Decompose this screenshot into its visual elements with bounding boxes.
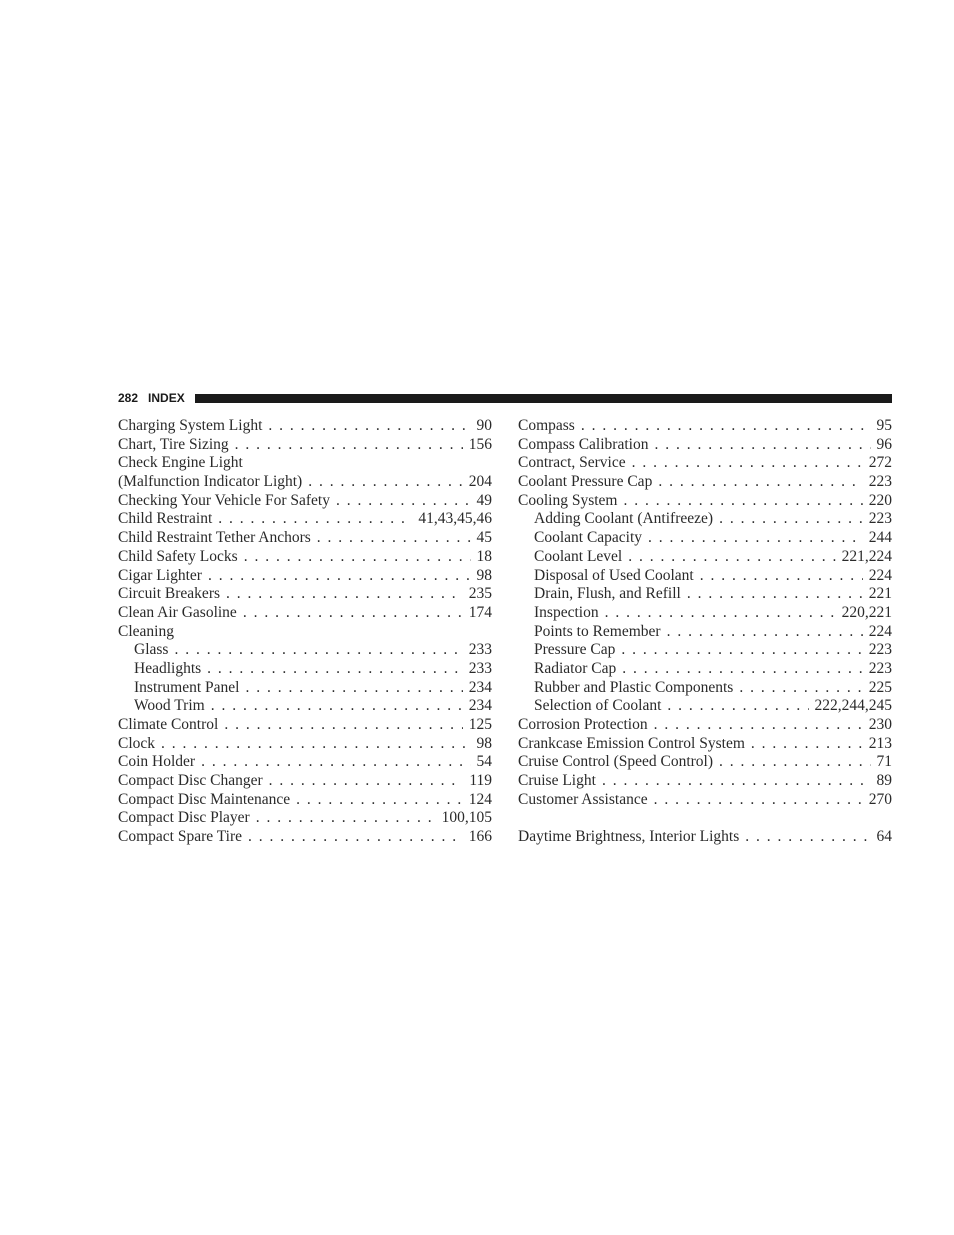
dot-leader <box>296 791 463 810</box>
entry-label: (Malfunction Indicator Light) <box>118 473 303 491</box>
entry-label: Charging System Light <box>118 417 263 434</box>
dot-leader <box>218 510 412 529</box>
entry-page: 234 <box>468 678 492 696</box>
entry-label: Glass <box>134 641 169 659</box>
entry-page: 224 <box>868 622 892 640</box>
entry-page: 272 <box>868 454 892 472</box>
dot-leader <box>245 679 462 698</box>
index-subentry <box>518 604 892 623</box>
entry-label: Climate Control <box>118 716 219 733</box>
dot-leader <box>243 604 463 623</box>
entry-page: 225 <box>868 678 892 696</box>
entry-page: 156 <box>468 435 492 453</box>
entry-page: 174 <box>468 603 492 621</box>
entry-page: 223 <box>868 473 892 491</box>
index-subentry <box>518 641 892 660</box>
entry-page: 54 <box>476 753 492 771</box>
dot-leader <box>581 417 871 436</box>
index-entry <box>518 454 892 473</box>
index-subentry <box>518 585 892 604</box>
entry-label: Corrosion Protection <box>518 716 648 733</box>
entry-page: 223 <box>868 510 892 528</box>
dot-leader <box>654 716 863 735</box>
dot-leader <box>751 735 863 754</box>
entry-label: Cigar Lighter <box>118 566 202 584</box>
entry-page: 233 <box>468 641 492 659</box>
entry-page: 98 <box>476 566 492 584</box>
dot-leader <box>687 585 863 604</box>
entry-page: 100,105 <box>441 809 492 827</box>
entry-page: 96 <box>876 435 892 453</box>
entry-label: Compact Disc Player <box>118 809 250 827</box>
index-entry <box>118 753 492 772</box>
index-entry <box>518 417 892 436</box>
entry-label: Coolant Pressure Cap <box>518 473 653 491</box>
entry-label: Cruise Control (Speed Control) <box>518 753 714 771</box>
dot-leader <box>719 753 870 772</box>
entry-page: 220 <box>868 491 892 509</box>
dot-leader <box>268 417 470 436</box>
section-title: INDEX <box>148 391 185 405</box>
index-entry <box>518 828 892 847</box>
dot-leader <box>654 436 870 455</box>
entry-page: 224 <box>868 566 892 584</box>
index-entry <box>118 529 492 548</box>
dot-leader <box>623 492 862 511</box>
entry-label: Child Restraint <box>118 510 213 528</box>
entry-label: Check Engine Light <box>118 454 243 472</box>
entry-label: Child Restraint Tether Anchors <box>118 529 311 547</box>
index-entry <box>118 473 492 492</box>
entry-label: Compass Calibration <box>518 435 649 453</box>
dot-leader <box>244 548 471 567</box>
entry-label: Contract, Service <box>518 454 626 472</box>
index-entry <box>118 567 492 586</box>
dot-leader <box>317 529 471 548</box>
index-entry <box>518 436 892 455</box>
index-entry <box>118 791 492 810</box>
dot-leader <box>235 436 463 455</box>
entry-label: Coolant Capacity <box>534 529 643 547</box>
index-column-right <box>518 417 892 847</box>
dot-leader <box>632 454 863 473</box>
dot-leader <box>226 585 463 604</box>
entry-page: 41,43,45,46 <box>418 510 492 528</box>
entry-label: Drain, Flush, and Refill <box>534 585 681 603</box>
page-header <box>118 390 892 406</box>
dot-leader <box>605 604 836 623</box>
entry-page: 235 <box>468 585 492 603</box>
entry-page: 90 <box>476 417 492 434</box>
entry-label: Crankcase Emission Control System <box>518 734 745 752</box>
dot-leader <box>648 529 863 548</box>
entry-page: 222,244,245 <box>814 697 892 715</box>
dot-leader <box>719 510 863 529</box>
entry-page: 234 <box>468 697 492 715</box>
entry-label: Compact Spare Tire <box>118 828 242 846</box>
index-entry <box>118 510 492 529</box>
entry-page: 223 <box>868 659 892 677</box>
entry-label: Child Safety Locks <box>118 547 238 565</box>
index-subentry <box>518 679 892 698</box>
dot-leader <box>248 828 463 847</box>
dot-leader <box>667 623 863 642</box>
entry-page: 244 <box>868 529 892 547</box>
entry-label: Headlights <box>134 659 202 677</box>
index-entry <box>118 417 492 436</box>
entry-page: 230 <box>868 716 892 733</box>
index-entry <box>118 716 492 735</box>
index-entry <box>518 735 892 754</box>
entry-label: Instrument Panel <box>134 678 240 696</box>
dot-leader <box>269 772 464 791</box>
entry-label: Radiator Cap <box>534 659 617 677</box>
entry-label: Disposal of Used Coolant <box>534 566 694 584</box>
index-entry <box>118 623 492 642</box>
index-entry <box>118 809 492 828</box>
index-entry <box>118 492 492 511</box>
entry-page: 221 <box>868 585 892 603</box>
entry-page: 213 <box>868 734 892 752</box>
dot-leader <box>201 753 470 772</box>
index-subentry <box>518 660 892 679</box>
index-subentry <box>518 623 892 642</box>
index-column-left <box>118 417 492 847</box>
dot-leader <box>654 791 863 810</box>
entry-page: 98 <box>476 734 492 752</box>
entry-page: 49 <box>476 491 492 509</box>
dot-leader <box>256 809 436 828</box>
entry-page: 95 <box>876 417 892 434</box>
page-number: 282 <box>118 391 139 405</box>
entry-page: 124 <box>468 790 492 808</box>
index-subentry <box>118 641 492 660</box>
index-subentry <box>518 697 892 716</box>
entry-page: 45 <box>476 529 492 547</box>
dot-leader <box>174 641 462 660</box>
entry-label: Compact Disc Maintenance <box>118 790 291 808</box>
entry-label: Compact Disc Changer <box>118 772 263 790</box>
dot-leader <box>602 772 871 791</box>
entry-label: Inspection <box>534 603 599 621</box>
entry-label: Rubber and Plastic Components <box>534 678 734 696</box>
index-entry <box>118 548 492 567</box>
dot-leader <box>739 679 862 698</box>
entry-page: 71 <box>876 753 892 771</box>
entry-label: Points to Remember <box>534 622 661 640</box>
dot-leader <box>621 641 862 660</box>
index-entry <box>118 604 492 623</box>
entry-page: 119 <box>469 772 492 790</box>
dot-leader <box>336 492 471 511</box>
entry-label: Cruise Light <box>518 772 596 790</box>
index-entry <box>518 772 892 791</box>
entry-label: Coin Holder <box>118 753 196 771</box>
index-entry <box>518 716 892 735</box>
entry-page: 233 <box>468 659 492 677</box>
entry-label: Clock <box>118 734 156 752</box>
dot-leader <box>700 567 863 586</box>
entry-page: 125 <box>468 716 492 733</box>
index-entry <box>518 473 892 492</box>
entry-page: 18 <box>476 547 492 565</box>
dot-leader <box>658 473 862 492</box>
entry-page: 270 <box>868 790 892 808</box>
entry-label: Checking Your Vehicle For Safety <box>118 491 330 509</box>
entry-label: Pressure Cap <box>534 641 616 659</box>
index-entry <box>518 753 892 772</box>
index-entry <box>118 436 492 455</box>
entry-label: Wood Trim <box>134 697 205 715</box>
entry-label: Circuit Breakers <box>118 585 221 603</box>
index-entry <box>118 735 492 754</box>
index-subentry <box>518 510 892 529</box>
index-subentry <box>518 567 892 586</box>
entry-label: Daytime Brightness, Interior Lights <box>518 828 740 846</box>
entry-label: Chart, Tire Sizing <box>118 435 229 453</box>
index-entry <box>118 828 492 847</box>
index-entry <box>518 492 892 511</box>
dot-leader <box>208 567 471 586</box>
entry-page: 166 <box>468 828 492 846</box>
index-subentry <box>518 529 892 548</box>
entry-page: 64 <box>876 828 892 846</box>
entry-label: Cleaning <box>118 622 174 640</box>
entry-page: 221,224 <box>841 547 892 565</box>
entry-label: Compass <box>518 417 575 434</box>
entry-spacer <box>518 809 892 828</box>
dot-leader <box>745 828 870 847</box>
index-entry <box>118 454 492 473</box>
index-entry <box>118 772 492 791</box>
dot-leader <box>211 697 463 716</box>
entry-label: Cooling System <box>518 491 618 509</box>
entry-page: 223 <box>868 641 892 659</box>
dot-leader <box>224 716 462 735</box>
entry-page: 204 <box>468 473 492 491</box>
entry-label: Customer Assistance <box>518 790 648 808</box>
index-subentry <box>118 660 492 679</box>
index-entry <box>118 585 492 604</box>
index-subentry <box>118 679 492 698</box>
entry-label: Coolant Level <box>534 547 623 565</box>
entry-label: Clean Air Gasoline <box>118 603 237 621</box>
entry-page: 89 <box>876 772 892 790</box>
dot-leader <box>628 548 835 567</box>
dot-leader <box>207 660 463 679</box>
entry-label: Adding Coolant (Antifreeze) <box>534 510 714 528</box>
dot-leader <box>161 735 470 754</box>
dot-leader <box>622 660 863 679</box>
entry-page: 220,221 <box>841 603 892 621</box>
index-subentry <box>518 548 892 567</box>
index-entry <box>518 791 892 810</box>
entry-label: Selection of Coolant <box>534 697 662 715</box>
dot-leader <box>667 697 808 716</box>
index-subentry <box>118 697 492 716</box>
dot-leader <box>308 473 463 492</box>
header-rule <box>195 394 892 403</box>
